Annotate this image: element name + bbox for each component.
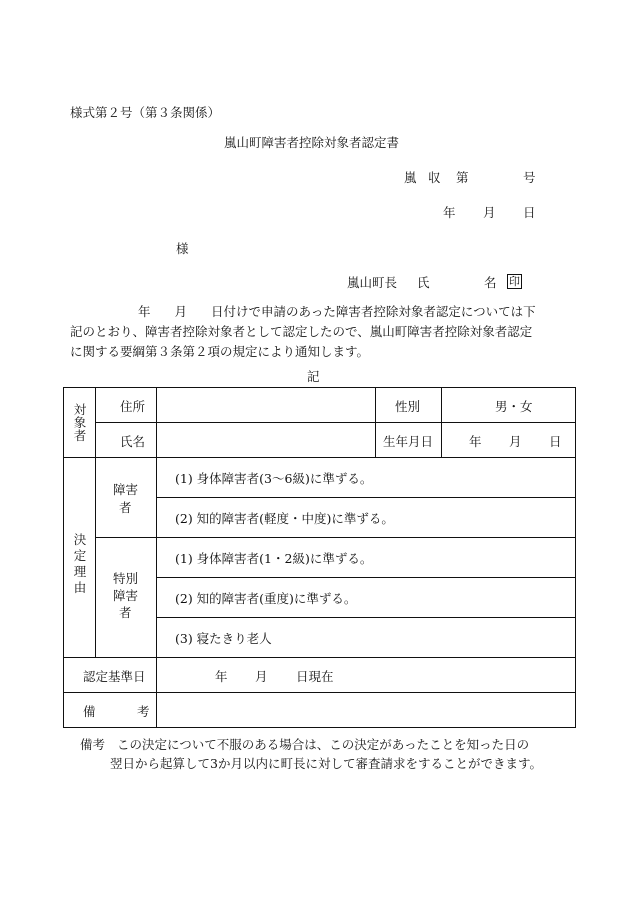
body-line-1-rest: 日付けで申請のあった障害者控除対象者認定については下 <box>211 304 536 319</box>
target-label <box>73 403 87 442</box>
footnote-line-1-text: この決定について不服のある場合は、この決定があったことを知った日の <box>117 737 530 752</box>
criteria-month: 月 <box>255 669 268 684</box>
birth-month: 月 <box>509 434 522 449</box>
disabled-person-label <box>113 481 138 517</box>
reason-option[interactable]: (3) 寝たきり老人 <box>175 631 272 646</box>
body-month: 月 <box>174 304 188 319</box>
issuer-title: 嵐山町長 <box>347 275 398 290</box>
target-label-char: 者 <box>73 428 87 443</box>
address-label: 住所 <box>120 399 146 414</box>
special-label-line: 障害 <box>113 588 139 603</box>
criteria-year: 年 <box>215 669 228 684</box>
footnote-line-1 <box>80 735 542 754</box>
ki-heading: 記 <box>307 369 320 384</box>
body-year: 年 <box>138 304 151 319</box>
reason-option[interactable]: (2) 知的障害者(軽度・中度)に準ずる。 <box>175 511 394 526</box>
footnote-line-2: 翌日から起算して3か月以内に町長に対して審査請求をすることができます。 <box>110 756 542 771</box>
recipient: 様 <box>176 241 189 256</box>
criteria-date-label: 認定基準日 <box>83 669 146 684</box>
special-label-line: 者 <box>119 605 132 620</box>
body-line-2: 記のとおり、障害者控除対象者として認定したので、嵐山町障害者控除対象者認定 <box>70 324 533 339</box>
reason-label-char: 定 <box>73 548 87 563</box>
footnote <box>80 735 542 773</box>
remarks-label-2: 考 <box>137 704 150 719</box>
footnote-label: 備考 <box>80 737 106 752</box>
reason-label <box>73 532 87 596</box>
doc-number-town: 嵐 <box>404 170 417 185</box>
reason-label-char: 由 <box>73 580 87 595</box>
doc-number-go: 号 <box>523 170 536 185</box>
special-disabled-label <box>113 570 138 621</box>
gender-value[interactable]: 男・女 <box>495 399 533 414</box>
reason-option[interactable]: (1) 身体障害者(1・2級)に準ずる。 <box>175 551 373 566</box>
reason-option[interactable]: (2) 知的障害者(重度)に準ずる。 <box>175 591 357 606</box>
body-line-3: に関する要綱第３条第２項の規定により通知します。 <box>70 344 370 359</box>
certification-table <box>63 387 576 728</box>
issue-date-day: 日 <box>523 205 536 220</box>
special-label-line: 特別 <box>113 571 139 586</box>
doc-number-received: 収 <box>428 170 441 185</box>
reason-label-char: 理 <box>73 564 87 579</box>
target-label-char: 象 <box>73 415 87 430</box>
name-label: 氏名 <box>120 434 146 449</box>
target-label-char: 対 <box>73 402 87 417</box>
issuer-shi: 氏 <box>417 275 430 290</box>
birth-day: 日 <box>549 434 562 449</box>
reason-option[interactable]: (1) 身体障害者(3〜6級)に準ずる。 <box>175 471 373 486</box>
body-paragraph <box>70 302 565 362</box>
body-line-1 <box>70 302 565 322</box>
birth-date-label: 生年月日 <box>383 434 434 449</box>
document-title: 嵐山町障害者控除対象者認定書 <box>224 135 400 150</box>
issue-date-month: 月 <box>483 205 496 220</box>
doc-number-dai: 第 <box>456 170 469 185</box>
issue-date-year: 年 <box>443 205 456 220</box>
birth-year: 年 <box>469 434 482 449</box>
criteria-day: 日現在 <box>296 669 334 684</box>
form-number: 様式第２号（第３条関係） <box>70 105 221 120</box>
seal-mark: 印 <box>509 275 520 288</box>
reason-label-char: 決 <box>73 532 87 547</box>
remarks-label-1: 備 <box>83 704 96 719</box>
issuer-mei: 名 <box>484 275 497 290</box>
disabled-label-line: 障害 <box>113 482 139 497</box>
gender-label: 性別 <box>395 399 421 414</box>
disabled-label-line: 者 <box>119 500 132 515</box>
